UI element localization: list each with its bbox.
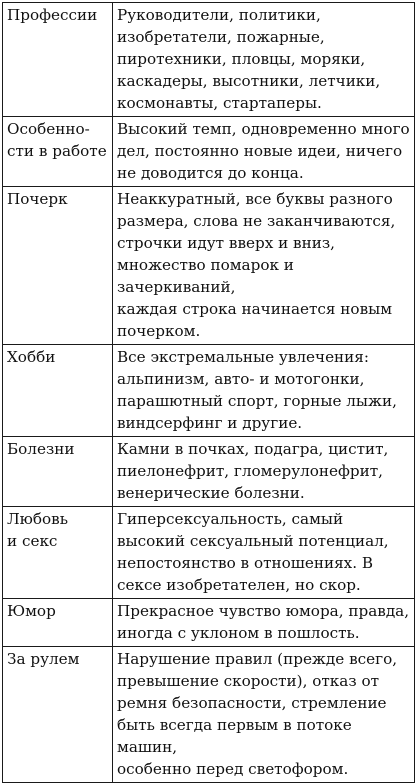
row-label-cell bbox=[3, 3, 113, 117]
table-row-handwriting bbox=[3, 187, 415, 345]
row-value: Прекрасное чувство юмора, правда, иногда с уклоном в пошлость. bbox=[117, 602, 410, 642]
row-value: Высокий темп, одновременно много дел, постоянно новые идеи, ничего не доводится до конца. bbox=[117, 120, 410, 182]
row-value: Все экстремальные увлечения: альпинизм, авто- и мотогонки, парашютный спорт, горные лыжи, виндсерфинг и другие. bbox=[117, 348, 397, 432]
row-label: Болезни bbox=[7, 440, 75, 458]
characteristics-table bbox=[2, 2, 415, 783]
row-label: За рулем bbox=[7, 650, 80, 668]
row-value: Камни в почках, подагра, цистит, пиелонефрит, гломерулонефрит, венерические болезни. bbox=[117, 440, 389, 502]
row-label-cell bbox=[3, 117, 113, 187]
row-label: Хобби bbox=[7, 348, 56, 366]
row-value-cell bbox=[113, 507, 415, 599]
row-label-cell bbox=[3, 437, 113, 507]
row-label: Юмор bbox=[7, 602, 56, 620]
table-row-professions bbox=[3, 3, 415, 117]
row-value-cell bbox=[113, 117, 415, 187]
row-label-cell bbox=[3, 599, 113, 647]
row-value-cell bbox=[113, 345, 415, 437]
row-label: Профессии bbox=[7, 6, 98, 24]
table-row-work-features bbox=[3, 117, 415, 187]
row-value-cell bbox=[113, 437, 415, 507]
table-row-hobby bbox=[3, 345, 415, 437]
row-value-cell bbox=[113, 3, 415, 117]
row-value: Гиперсексуальность, самый высокий сексуальный потенциал, непостоянство в отношениях. В сексе изобретателен, но скор. bbox=[117, 510, 389, 594]
row-label: Любовь и секс bbox=[7, 510, 69, 550]
row-value: Нарушение правил (прежде всего, превышение скорости), отказ от ремня безопасности, стремление быть всегда первым в потоке машин, особенно перед светофором. bbox=[117, 650, 398, 778]
row-label-cell bbox=[3, 647, 113, 783]
row-label: Особенно- сти в работе bbox=[7, 120, 107, 160]
table-row-diseases bbox=[3, 437, 415, 507]
table-row-love bbox=[3, 507, 415, 599]
row-value-cell bbox=[113, 599, 415, 647]
row-value-cell bbox=[113, 647, 415, 783]
table-row-driving bbox=[3, 647, 415, 783]
row-label-cell bbox=[3, 345, 113, 437]
row-value-cell bbox=[113, 187, 415, 345]
row-label: Почерк bbox=[7, 190, 68, 208]
table-row-humor bbox=[3, 599, 415, 647]
row-value: Неаккуратный, все буквы разного размера, слова не заканчиваются, строчки идут вверх и вниз, множество помарок и зачеркиваний, каждая строка начинается новым почерком. bbox=[117, 190, 396, 340]
row-value: Руководители, политики, изобретатели, пожарные, пиротехники, пловцы, моряки, каскадеры, высотники, летчики, космонавты, стартаперы. bbox=[117, 6, 381, 112]
row-label-cell bbox=[3, 187, 113, 345]
row-label-cell bbox=[3, 507, 113, 599]
